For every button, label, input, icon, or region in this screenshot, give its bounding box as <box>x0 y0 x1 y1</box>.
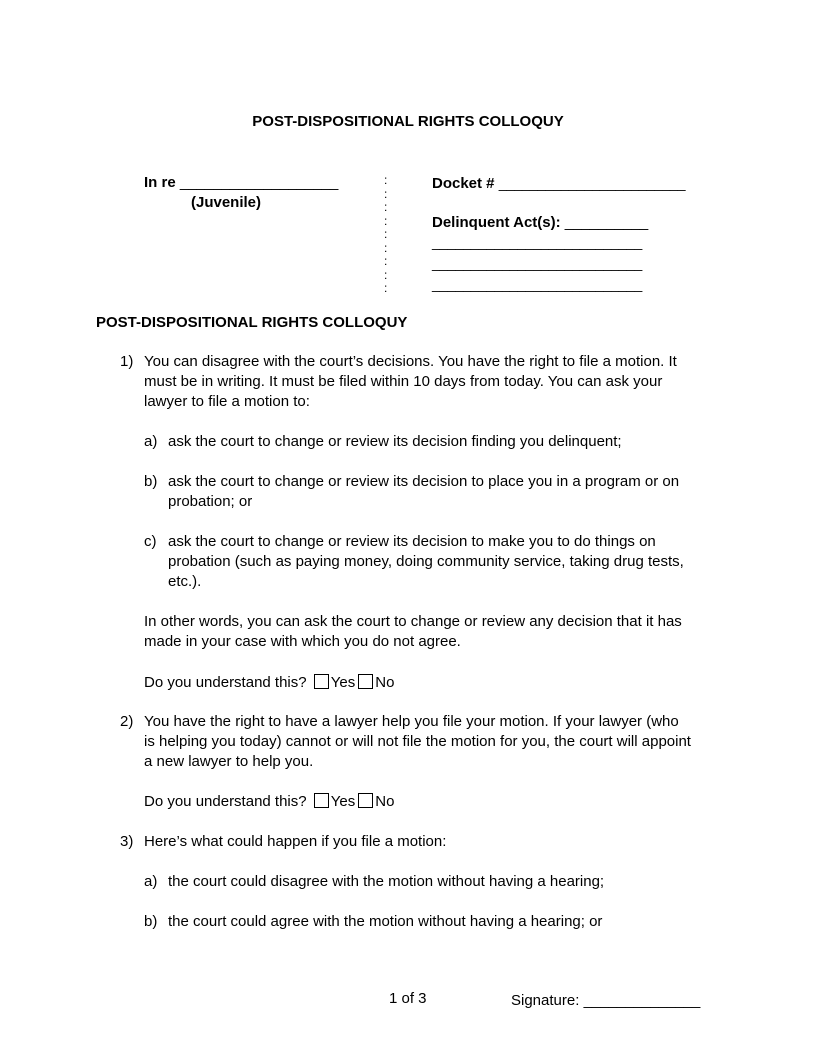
document-title: POST-DISPOSITIONAL RIGHTS COLLOQUY <box>252 113 564 130</box>
item-2-line-1: You have the right to have a lawyer help you file your motion. If your lawyer (who <box>144 713 679 730</box>
item-1-yes-label: Yes <box>330 674 356 691</box>
item-1b-letter: b) <box>144 473 158 490</box>
delinquent-line <box>432 214 648 231</box>
in-re-blank[interactable]: ___________________ <box>179 174 339 191</box>
delinquent-extra-line-1[interactable]: ___________________________ <box>432 234 643 250</box>
item-1c-line-2: probation (such as paying money, doing community service, taking drug tests, <box>168 553 684 570</box>
item-1a-line-1: ask the court to change or review its decision finding you delinquent; <box>168 433 622 450</box>
section-heading: POST-DISPOSITIONAL RIGHTS COLLOQUY <box>96 314 408 331</box>
item-2-question: Do you understand this? <box>144 793 307 810</box>
item-1-other-line-1: In other words, you can ask the court to change or review any decision that it has <box>144 613 682 630</box>
item-3a-line-1: the court could disagree with the motion without having a hearing; <box>168 873 605 890</box>
item-1-yes-checkbox[interactable] <box>314 674 329 689</box>
item-1-line-2: must be in writing. It must be filed within 10 days from today. You can ask your <box>144 373 663 390</box>
caption-divider: : : : : : : : : : <box>384 173 388 295</box>
delinquent-extra-line-3[interactable]: ___________________________ <box>432 276 643 292</box>
item-2-question-row <box>144 792 394 812</box>
item-2-yes-checkbox[interactable] <box>314 793 329 808</box>
delinquent-blank[interactable]: __________ <box>564 214 649 231</box>
item-1-line-3: lawyer to file a motion to: <box>144 393 310 410</box>
item-3-line-1: Here’s what could happen if you file a motion: <box>144 833 447 850</box>
item-1b-text <box>168 472 679 512</box>
delinquent-label: Delinquent Act(s): <box>432 214 561 231</box>
signature-blank[interactable]: ______________ <box>583 992 701 1009</box>
item-1-other-line-2: made in your case with which you do not agree. <box>144 633 461 650</box>
signature-label: Signature: <box>511 992 580 1009</box>
item-3b-letter: b) <box>144 913 158 930</box>
item-3a-letter: a) <box>144 873 158 890</box>
item-1-number: 1) <box>120 353 134 370</box>
signature-line <box>511 991 700 1011</box>
item-2-yes-label: Yes <box>330 793 356 810</box>
item-1a-letter: a) <box>144 433 158 450</box>
item-2-line-2: is helping you today) cannot or will not file the motion for you, the court will appoint <box>144 733 691 750</box>
item-3b-line-1: the court could agree with the motion without having a hearing; or <box>168 913 603 930</box>
docket-blank[interactable]: ________________________ <box>498 175 686 191</box>
item-1-other-words <box>144 612 682 652</box>
item-1-no-label: No <box>375 674 395 691</box>
item-1-no-checkbox[interactable] <box>358 674 373 689</box>
item-1c-text <box>168 532 684 592</box>
item-1-line-1: You can disagree with the court’s decisions. You have the right to file a motion. It <box>144 353 677 370</box>
docket-line <box>432 175 686 192</box>
page-number: 1 of 3 <box>389 990 427 1007</box>
item-1-text <box>144 352 677 412</box>
item-1c-line-3: etc.). <box>168 573 202 590</box>
item-1-question: Do you understand this? <box>144 674 307 691</box>
item-1b-line-2: probation; or <box>168 493 253 510</box>
item-1-question-row <box>144 673 394 693</box>
item-2-number: 2) <box>120 713 134 730</box>
in-re-label: In re <box>144 174 176 191</box>
delinquent-extra-line-2[interactable]: ___________________________ <box>432 255 643 271</box>
item-1b-line-1: ask the court to change or review its decision to place you in a program or on <box>168 473 680 490</box>
item-1c-letter: c) <box>144 533 157 550</box>
in-re-line <box>144 174 338 191</box>
item-2-text <box>144 712 691 772</box>
item-3-number: 3) <box>120 833 134 850</box>
item-2-no-label: No <box>375 793 395 810</box>
item-2-no-checkbox[interactable] <box>358 793 373 808</box>
item-2-line-3: a new lawyer to help you. <box>144 753 314 770</box>
item-1c-line-1: ask the court to change or review its decision to make you to do things on <box>168 533 656 550</box>
docket-label: Docket # <box>432 175 495 192</box>
juvenile-label: (Juvenile) <box>191 194 262 211</box>
